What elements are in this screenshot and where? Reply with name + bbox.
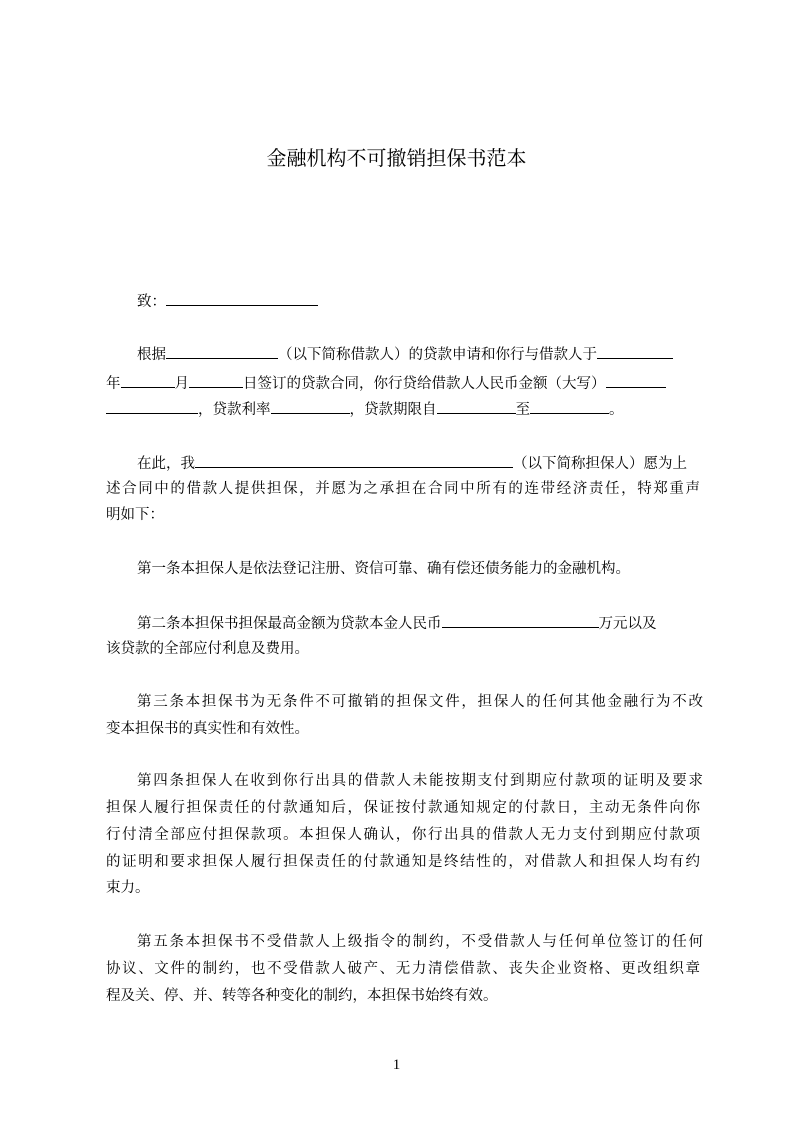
article4-line4: 的证明和要求担保人履行担保责任的付款通知是终结性的，对借款人和担保人均有约: [106, 854, 700, 870]
document-title: 金融机构不可撤销担保书范本: [266, 146, 527, 170]
max-amount-blank: [442, 612, 599, 628]
article2-line2: 该贷款的全部应付利息及费用。: [106, 641, 309, 657]
para2-line3: 明如下：: [106, 507, 164, 523]
borrower-blank: [166, 343, 278, 359]
term-end-blank: [530, 398, 609, 414]
para1-line1: 根据 （以下简称借款人）的贷款申请和你行与借款人于: [137, 343, 703, 365]
year-blank: [597, 343, 673, 359]
para1-line2: 年 月 日签订的贷款合同，你行贷给借款人人民币金额（大写）: [106, 372, 700, 394]
guarantor-blank: [195, 452, 513, 468]
article5-line2: 协议、文件的制约，也不受借款人破产、无力清偿借款、丧失企业资格、更改组织章: [106, 961, 700, 977]
article2-line1: 第二条本担保书担保最高金额为贷款本金人民币 万元以及: [137, 612, 703, 634]
month-blank: [121, 372, 175, 388]
para1-line3: ，贷款利率 ，贷款期限自 至 。: [106, 398, 700, 420]
article5-line1: 第五条本担保书不受借款人上级指令的制约，不受借款人与任何单位签订的任何: [137, 934, 703, 950]
article1: 第一条本担保人是依法登记注册、资信可靠、确有偿还债务能力的金融机构。: [137, 561, 630, 577]
para2-line1: 在此，我 （以下简称担保人）愿为上: [137, 452, 703, 474]
amount-blank-b: [106, 398, 198, 414]
article5-line3: 程及关、停、并、转等各种变化的制约，本担保书始终有效。: [106, 988, 498, 1004]
page-number: 1: [392, 1057, 401, 1073]
addressee-label: 致：: [137, 294, 166, 310]
article3-line1: 第三条本担保书为无条件不可撤销的担保文件，担保人的任何其他金融行为不改: [137, 694, 703, 710]
article4-line3: 行付清全部应付担保款项。本担保人确认，你行出具的借款人无力支付到期应付款项: [106, 827, 700, 843]
article4-line5: 束力。: [106, 880, 150, 896]
article4-line2: 担保人履行担保责任的付款通知后，保证按付款通知规定的付款日，主动无条件向你: [106, 800, 700, 816]
para2-line2: 述合同中的借款人提供担保，并愿为之承担在合同中所有的连带经济责任，特郑重声: [106, 481, 700, 497]
addressee-line: [137, 290, 337, 312]
article3-line2: 变本担保书的真实性和有效性。: [106, 721, 309, 737]
article4-line1: 第四条担保人在收到你行出具的借款人未能按期支付到期应付款项的证明及要求: [137, 773, 703, 789]
day-blank: [189, 372, 243, 388]
amount-blank-a: [606, 372, 666, 388]
addressee-blank: [166, 290, 318, 306]
interest-rate-blank: [271, 398, 350, 414]
term-start-blank: [437, 398, 516, 414]
